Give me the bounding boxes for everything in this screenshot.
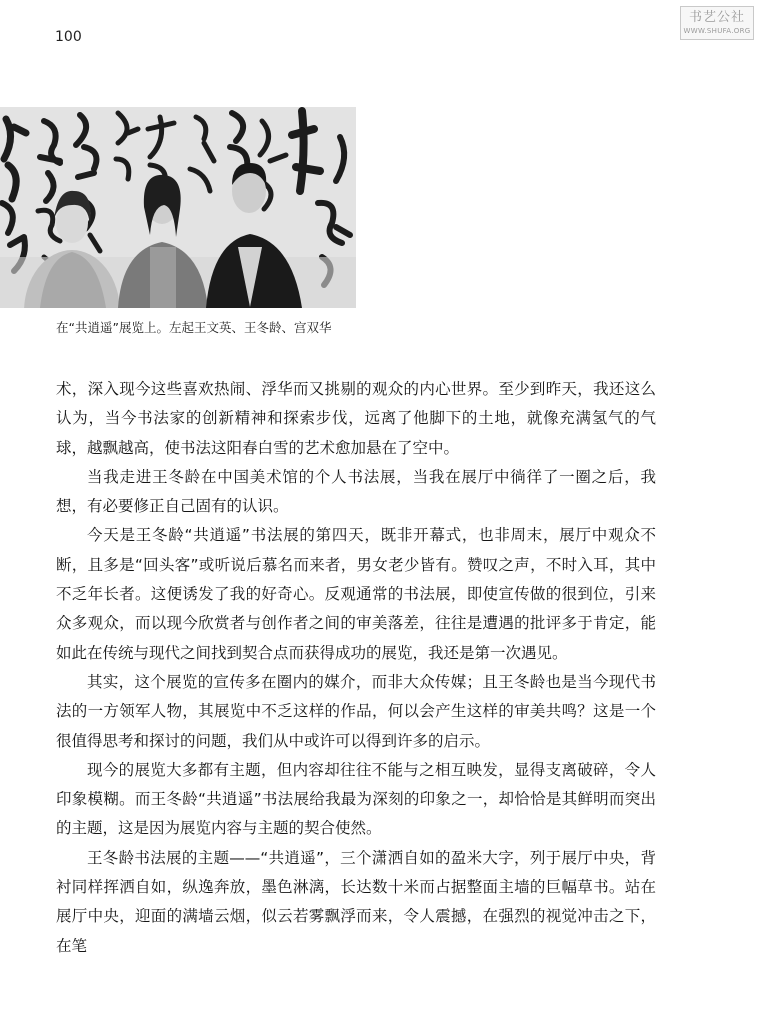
- paragraph: 现今的展览大多都有主题，但内容却往往不能与之相互映发，显得支离破碎，令人印象模糊。而王冬龄“共逍遥”书法展给我最为深刻的印象之一，却恰恰是其鲜明而突出的主题，这是因为展览内容与主题的契合使然。: [56, 760, 656, 838]
- paragraph: 王冬龄书法展的主题——“共逍遥”，三个潇洒自如的盈米大字，列于展厅中央，背衬同样挥洒自如，纵逸奔放，墨色淋漓，长达数十米而占据整面主墙的巨幅草书。站在展厅中央，迎面的满墙云烟，似云若雾飘浮而来，令人震撼，在强烈的视觉冲击之下，在笔: [56, 848, 656, 955]
- shufa-logo: [680, 6, 754, 40]
- paragraph: 术，深入现今这些喜欢热闹、浮华而又挑剔的观众的内心世界。至少到昨天，我还这么认为，当今书法家的创新精神和探索步伐，远离了他脚下的土地，就像充满氢气的气球，越飘越高，使书法这阳春白雪的艺术愈加悬在了空中。: [56, 380, 656, 457]
- paragraph: 今天是王冬龄“共逍遥”书法展的第四天，既非开幕式，也非周末，展厅中观众不断，且多是“回头客”或听说后慕名而来者，男女老少皆有。赞叹之声，不时入耳，其中不乏年长者。这便诱发了我的好奇心。反观通常的书法展，即使宣传做的很到位，引来众多观众，而以现今欣赏者与创作者之间的审美落差，往往是遭遇的批评多于肯定，能如此在传统与现代之间找到契合点而获得成功的展览，我还是第一次遇见。: [56, 526, 656, 662]
- exhibition-photo-graphic: [0, 107, 356, 308]
- photo-caption: 在“共逍遥”展览上。左起王文英、王冬龄、宫双华: [56, 320, 332, 335]
- logo-name: 书艺公社: [688, 10, 745, 25]
- exhibition-photo: [0, 107, 356, 308]
- paragraph: 当我走进王冬龄在中国美术馆的个人书法展，当我在展厅中徜徉了一圈之后，我想，有必要修正自己固有的认识。: [56, 467, 656, 516]
- paragraph: 其实，这个展览的宣传多在圈内的媒介，而非大众传媒；且王冬龄也是当今现代书法的一方领军人物，其展览中不乏这样的作品，何以会产生这样的审美共鸣？这是一个很值得思考和探讨的问题，我们从中或许可以得到许多的启示。: [56, 672, 656, 750]
- article-body: [56, 375, 656, 961]
- logo-url: WWW.SHUFA.ORG: [683, 27, 751, 35]
- page-number: 100: [55, 29, 82, 45]
